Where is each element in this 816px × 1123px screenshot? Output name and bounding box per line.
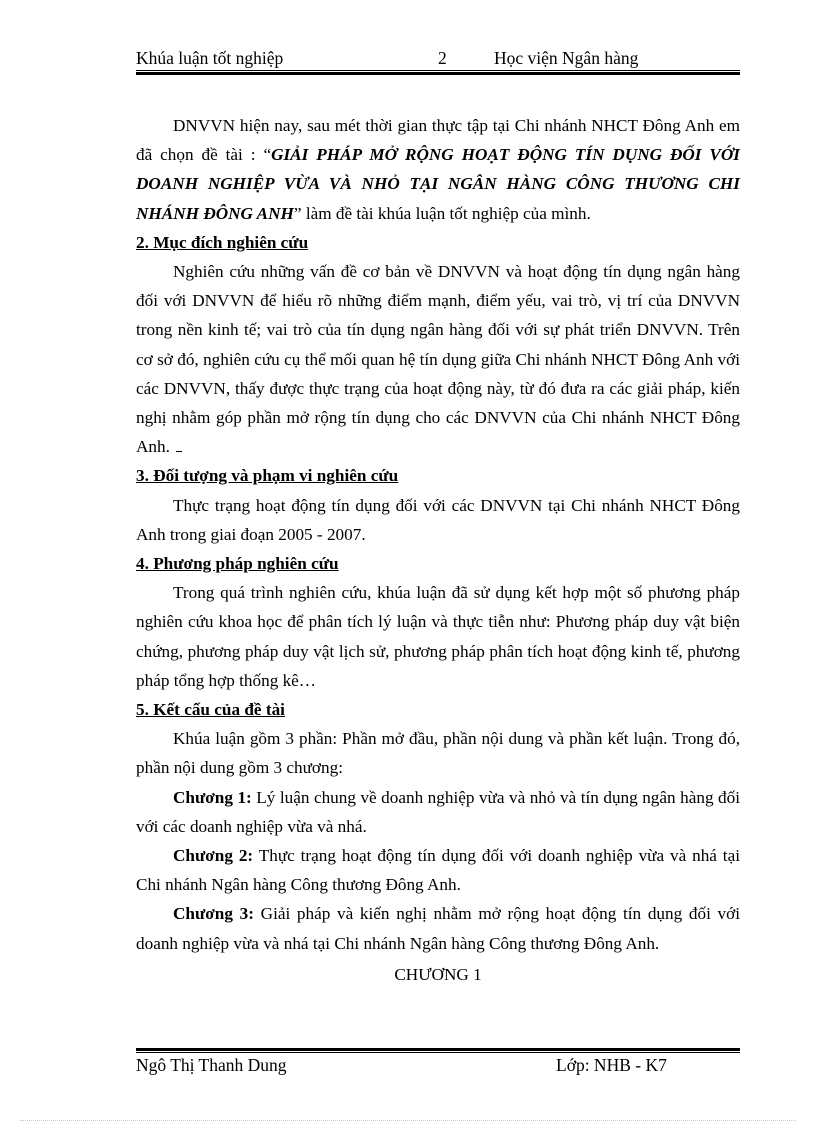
section-heading-method: 4. Phương pháp nghiên cứu [136,554,339,574]
footer-rule-thick [136,1048,740,1051]
header-right-title: Học viện Ngân hàng [494,48,639,68]
header-left-title: Khúa luận tốt nghiệp [136,48,284,68]
chapter-text: Giải pháp và kiến nghị nhằm mở rộng hoạt động tín dụng đối với doanh nghiệp vừa và nhá tại Chi nhánh Ngân hàng Công thương Đông Anh. [136,904,740,953]
intro-paragraph [136,111,740,228]
cursor-mark [176,439,182,452]
chapter-label: Chương 3: [173,904,254,924]
header-rule-thick [136,72,740,75]
section-heading-structure: 5. Kết cấu của đề tài [136,700,285,720]
thesis-title: GIẢI PHÁP MỞ RỘNG HOẠT ĐỘNG TÍN DỤNG ĐỐI VỚI DOANH NGHIỆP VỪA VÀ NHỎ TẠI NGÂN HÀNG CÔNG THƯƠNG CHI NHÁNH ĐÔNG ANH [136,145,740,223]
section-text-method: Trong quá trình nghiên cứu, khúa luận đã sử dụng kết hợp một số phương pháp nghiên cứu khoa học để phân tích lý luận và thực tiễn như: Phương pháp duy vật biện chứng, phương pháp duy vật lịch sử, phương pháp phân tích hoạt động kinh tế, phương pháp tổng hợp thống kê… [136,583,740,690]
section-text-purpose [136,257,740,461]
footer-rule-thin [136,1052,740,1053]
intro-text-before: DNVVN hiện nay, sau mét thời gian thực tập tại Chi nhánh NHCT Đông Anh em đã chọn đề tài : “ [136,116,740,165]
footer-class: Lớp: NHB - K7 [556,1055,667,1075]
chapter-text: Lý luận chung về doanh nghiệp vừa và nhỏ và tín dụng ngân hàng đối với các doanh nghiệp vừa và nhá. [136,787,740,836]
purpose-text: Nghiên cứu những vấn đề cơ bản về DNVVN và hoạt động tín dụng ngân hàng đối với DNVVN để hiểu rõ những điểm mạnh, điểm yếu, vai trò, vị trí của DNVVN trong nền kinh tế; vai trò của tín dụng ngân hàng đối với sự phát triển DNVVN. Trên cơ sở đó, nghiên cứu cụ thể mối quan hệ tín dụng giữa Chi nhánh NHCT Đông Anh với các DNVVN, thấy được thực trạng của hoạt động này, từ đó đưa ra các giải pháp, kiến nghị nhằm góp phần mở rộng tín dụng cho các DNVVN của Chi nhánh NHCT Đông Anh. [136,262,740,457]
footer-author: Ngô Thị Thanh Dung [136,1055,287,1075]
chapter-item [136,841,740,899]
page-footer [136,1055,740,1079]
chapter-item [136,783,740,841]
section-text-structure: Khúa luận gồm 3 phần: Phần mở đầu, phần nội dung và phần kết luận. Trong đó, phần nội dung gồm 3 chương: [136,729,740,778]
chapter-text: Thực trạng hoạt động tín dụng đối với doanh nghiệp vừa và nhá tại Chi nhánh Ngân hàng Công thương Đông Anh. [136,846,740,895]
chapter-item [136,899,740,957]
chapter-label: Chương 1: [173,787,252,807]
next-chapter-title: CHƯƠNG 1 [394,964,482,984]
header-page-number: 2 [438,48,447,68]
page-header [136,48,740,72]
intro-text-after: ” làm đề tài khúa luận tốt nghiệp của mình. [293,203,591,223]
header-rule-thin [136,70,740,71]
section-text-scope: Thực trạng hoạt động tín dụng đối với các DNVVN tại Chi nhánh NHCT Đông Anh trong giai đoạn 2005 - 2007. [136,495,740,544]
document-body [136,111,740,989]
section-heading-scope: 3. Đối tượng và phạm vi nghiên cứu [136,466,399,486]
chapter-label: Chương 2: [173,846,254,866]
page-edge-divider [20,1120,796,1121]
section-heading-purpose: 2. Mục đích nghiên cứu [136,232,309,252]
